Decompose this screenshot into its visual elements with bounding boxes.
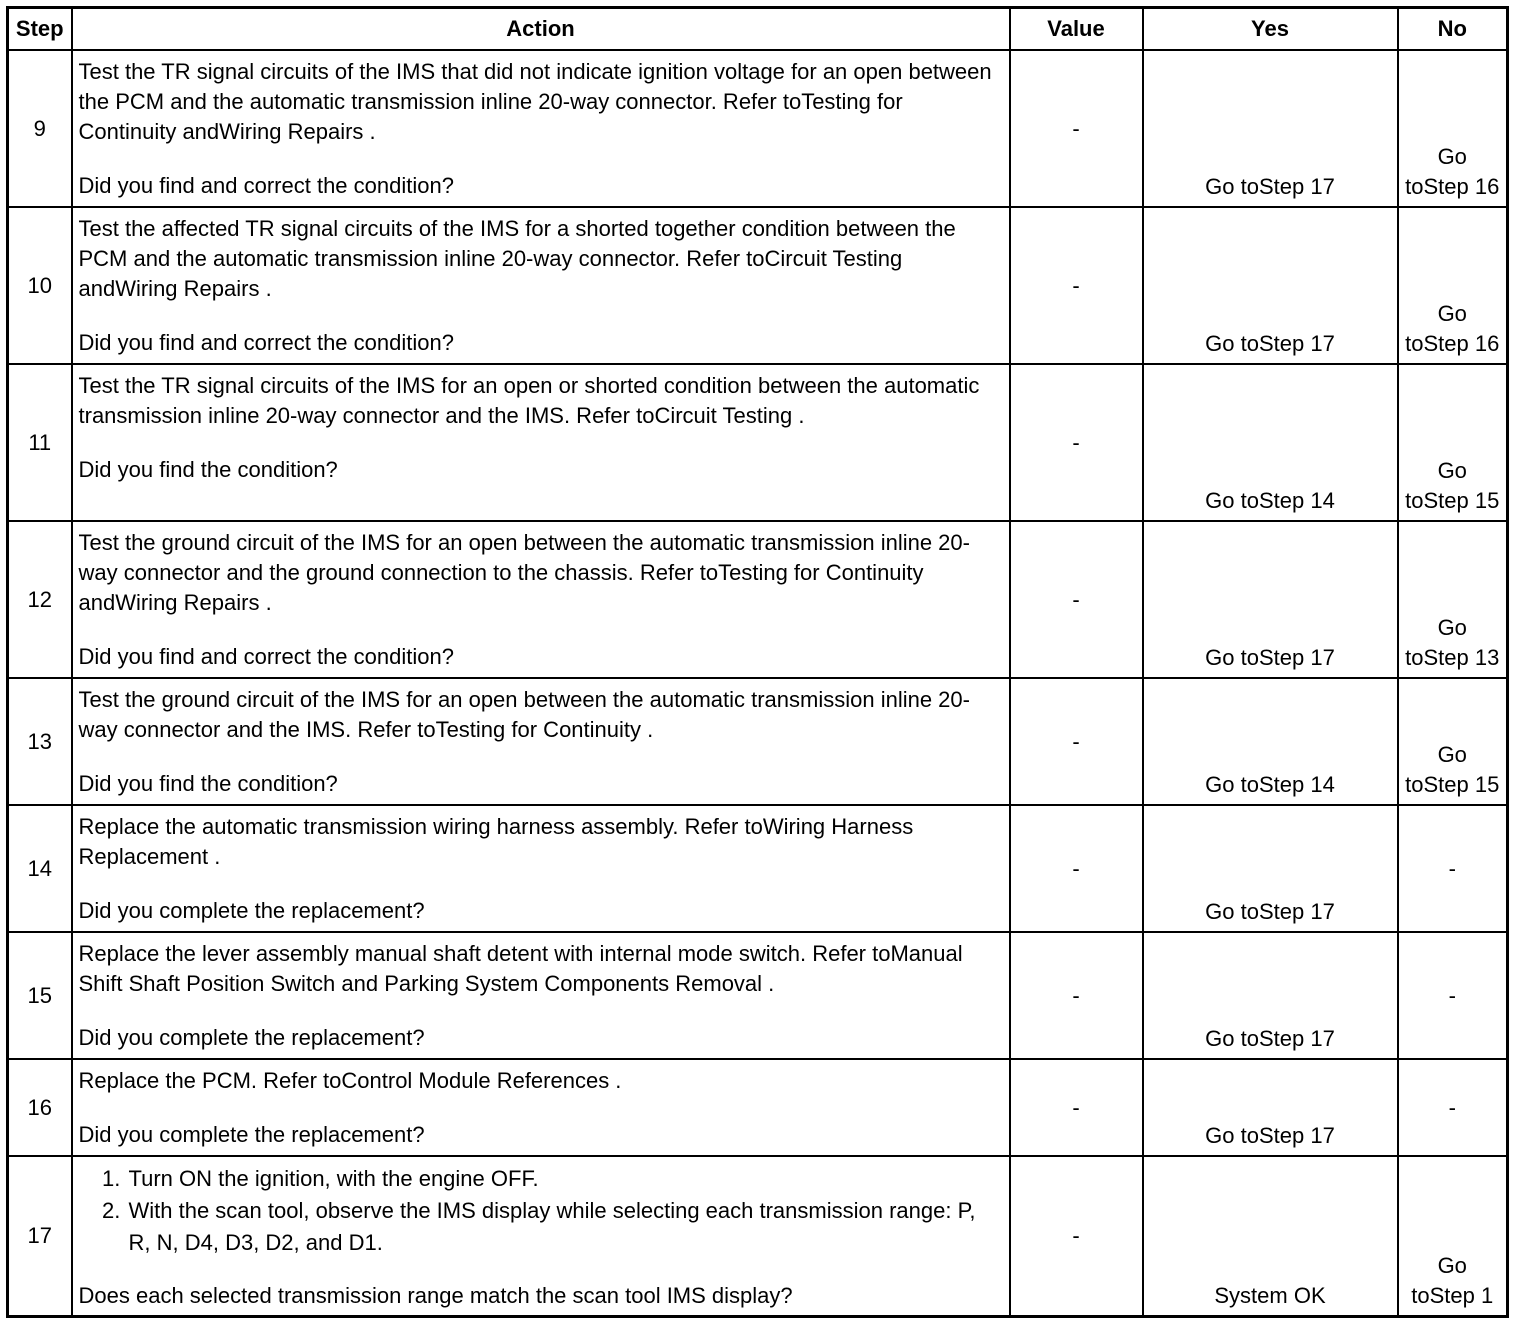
yes-cell: Go toStep 17 [1143, 1059, 1398, 1156]
action-cell [72, 521, 1010, 678]
action-text: Test the TR signal circuits of the IMS for an open or shorted condition between the automatic transmission inline 20-way connector and the IMS. Refer toCircuit Testing . [78, 373, 980, 428]
action-cell [72, 50, 1010, 207]
list-item: 1. Turn ON the ignition, with the engine OFF. [127, 1163, 1003, 1195]
no-cell: Go toStep 16 [1398, 50, 1508, 207]
step-number: 13 [8, 678, 72, 805]
step-number: 11 [8, 364, 72, 521]
table-row [8, 678, 1508, 805]
no-cell: - [1398, 1059, 1508, 1156]
value-cell: - [1010, 678, 1143, 805]
action-text: Replace the PCM. Refer toControl Module References . [78, 1068, 622, 1093]
header-yes: Yes [1143, 8, 1398, 51]
action-cell [72, 1156, 1010, 1317]
value-cell: - [1010, 805, 1143, 932]
procedure-table-container [6, 6, 1509, 1318]
action-steps-list [79, 1163, 1003, 1259]
action-cell [72, 678, 1010, 805]
value-cell: - [1010, 1059, 1143, 1156]
action-text: Test the TR signal circuits of the IMS that did not indicate ignition voltage for an open between the PCM and the automatic transmission inline 20-way connector. Refer toTesting for Continuity andWiring Repairs . [78, 59, 992, 144]
value-cell: - [1010, 521, 1143, 678]
action-text: Test the affected TR signal circuits of the IMS for a shorted together condition between the PCM and the automatic transmission inline 20-way connector. Refer toCircuit Testing andWiring Repairs . [78, 216, 956, 301]
table-row [8, 50, 1508, 207]
action-cell [72, 207, 1010, 364]
step-number: 12 [8, 521, 72, 678]
action-question: Did you find the condition? [78, 457, 338, 482]
yes-cell: Go toStep 17 [1143, 805, 1398, 932]
header-value: Value [1010, 8, 1143, 51]
table-row [8, 1156, 1508, 1317]
value-cell: - [1010, 207, 1143, 364]
action-cell [72, 805, 1010, 932]
action-text: Replace the lever assembly manual shaft detent with internal mode switch. Refer toManual Shift Shaft Position Switch and Parking System Components Removal . [78, 941, 963, 996]
action-question: Did you complete the replacement? [78, 898, 425, 923]
yes-cell: Go toStep 17 [1143, 521, 1398, 678]
header-step: Step [8, 8, 72, 51]
action-cell [72, 1059, 1010, 1156]
step-number: 10 [8, 207, 72, 364]
yes-cell: Go toStep 17 [1143, 207, 1398, 364]
action-question: Did you find and correct the condition? [78, 330, 454, 355]
yes-cell: Go toStep 14 [1143, 364, 1398, 521]
step-number: 15 [8, 932, 72, 1059]
yes-cell: Go toStep 14 [1143, 678, 1398, 805]
value-cell: - [1010, 50, 1143, 207]
table-row [8, 805, 1508, 932]
action-question: Did you find and correct the condition? [78, 644, 454, 669]
diagnostic-steps-table [6, 6, 1509, 1318]
no-cell: - [1398, 932, 1508, 1059]
action-question: Did you find and correct the condition? [78, 173, 454, 198]
step-number: 17 [8, 1156, 72, 1317]
yes-cell: Go toStep 17 [1143, 932, 1398, 1059]
step-number: 16 [8, 1059, 72, 1156]
table-header-row [8, 8, 1508, 51]
no-cell: Go toStep 16 [1398, 207, 1508, 364]
header-action: Action [72, 8, 1010, 51]
action-question: Does each selected transmission range match the scan tool IMS display? [78, 1283, 793, 1308]
value-cell: - [1010, 364, 1143, 521]
yes-cell: System OK [1143, 1156, 1398, 1317]
table-row [8, 521, 1508, 678]
action-cell [72, 932, 1010, 1059]
no-cell: - [1398, 805, 1508, 932]
header-no: No [1398, 8, 1508, 51]
list-item: 2. With the scan tool, observe the IMS display while selecting each transmission range: P, R, N, D4, D3, D2, and D1. [127, 1195, 1003, 1259]
table-row [8, 207, 1508, 364]
no-cell: Go toStep 13 [1398, 521, 1508, 678]
no-cell: Go toStep 1 [1398, 1156, 1508, 1317]
step-number: 9 [8, 50, 72, 207]
action-text: Test the ground circuit of the IMS for an open between the automatic transmission inline 20-way connector and the ground connection to the chassis. Refer toTesting for Continuity andWiring Repairs . [78, 530, 970, 615]
no-cell: Go toStep 15 [1398, 678, 1508, 805]
action-text: Replace the automatic transmission wiring harness assembly. Refer toWiring Harness Replacement . [78, 814, 914, 869]
no-cell: Go toStep 15 [1398, 364, 1508, 521]
action-question: Did you complete the replacement? [78, 1122, 425, 1147]
value-cell: - [1010, 932, 1143, 1059]
table-row [8, 1059, 1508, 1156]
action-text: Test the ground circuit of the IMS for an open between the automatic transmission inline 20-way connector and the IMS. Refer toTesting for Continuity . [78, 687, 970, 742]
action-question: Did you find the condition? [78, 771, 338, 796]
yes-cell: Go toStep 17 [1143, 50, 1398, 207]
table-row [8, 364, 1508, 521]
value-cell: - [1010, 1156, 1143, 1317]
step-number: 14 [8, 805, 72, 932]
action-cell [72, 364, 1010, 521]
table-row [8, 932, 1508, 1059]
action-question: Did you complete the replacement? [78, 1025, 425, 1050]
